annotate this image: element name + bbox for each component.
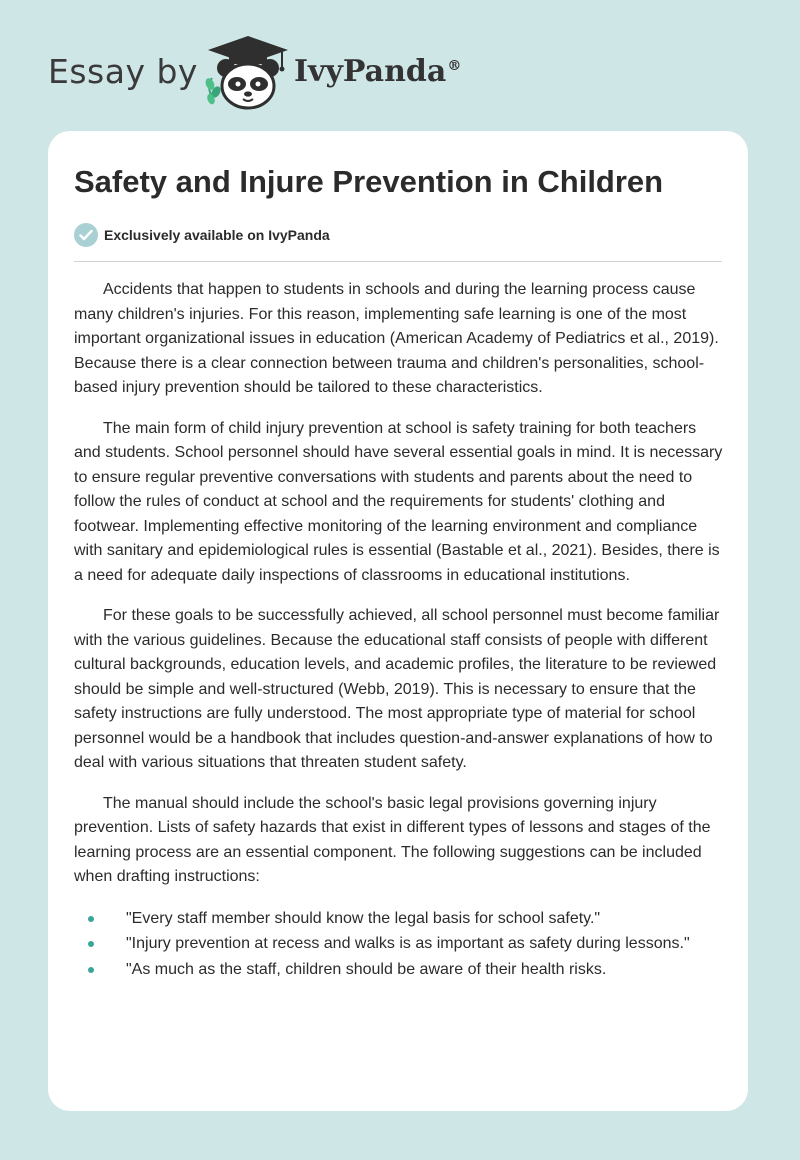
exclusive-label: Exclusively available on IvyPanda <box>104 227 330 243</box>
list-item-text: "Every staff member should know the legal basis for school safety." <box>126 909 601 927</box>
bullet-icon <box>88 967 94 973</box>
paragraph: The manual should include the school's basic legal provisions governing injury prevention. Lists of safety hazards that exist in different types of lessons and stages of the learning process are an essential component. The following suggestions can be included when drafting instructions: <box>74 794 711 885</box>
paragraph: The main form of child injury prevention at school is safety training for both teachers and students. School personnel should have several essential goals in mind. It is necessary to ensure regular preventive conversations with students and parents about the need to follow the rules of conduct at school and the requirements for students' clothing and footwear. Implementing effective monitoring of the learning environment and compliance with sanitary and epidemiological rules is essential (Bastable et al., 2021). Besides, there is a need for adequate daily inspections of classrooms in educational institutions. <box>74 419 723 584</box>
page-title: Safety and Injure Prevention in Children <box>74 164 664 199</box>
paragraph: For these goals to be successfully achieved, all school personnel must become familiar with the various guidelines. Because the educational staff consists of people with different cultural backgrounds, education levels, and academic profiles, the literature to be reviewed should be simple and well-structured (Webb, 2019). This is necessary to ensure that the safety instructions are fully understood. The most appropriate type of material for school personnel would be a handbook that includes question-and-answer explanations of how to deal with various situations that threaten student safety. <box>74 607 720 771</box>
bullet-icon <box>88 916 94 922</box>
brand-name-text: IvyPanda <box>294 54 447 89</box>
site-header <box>48 34 748 114</box>
list-item-text: "As much as the staff, children should be aware of their health risks. <box>126 960 607 978</box>
divider <box>74 261 722 262</box>
registered-mark: ® <box>447 58 462 74</box>
bullet-icon <box>88 941 94 947</box>
exclusive-badge <box>74 222 330 248</box>
list-item <box>74 931 724 957</box>
essay-body <box>74 278 724 982</box>
essay-card <box>48 131 748 1111</box>
check-circle-icon <box>74 223 98 247</box>
essay-by-label: Essay by <box>48 52 198 91</box>
list-item-text: "Injury prevention at recess and walks is as important as safety during lessons." <box>126 935 690 952</box>
paragraph: Accidents that happen to students in schools and during the learning process cause many children's injuries. For this reason, implementing safe learning is one of the most important organizational issues in education (American Academy of Pediatrics et al., 2019). Because there is a clear connection between trauma and children's personalities, school-based injury prevention should be tailored to these characteristics. <box>74 281 719 396</box>
suggestions-list <box>74 906 724 983</box>
brand-name[interactable] <box>294 54 461 89</box>
list-item <box>74 957 724 983</box>
panda-logo-icon[interactable] <box>202 34 294 110</box>
list-item <box>74 906 724 932</box>
